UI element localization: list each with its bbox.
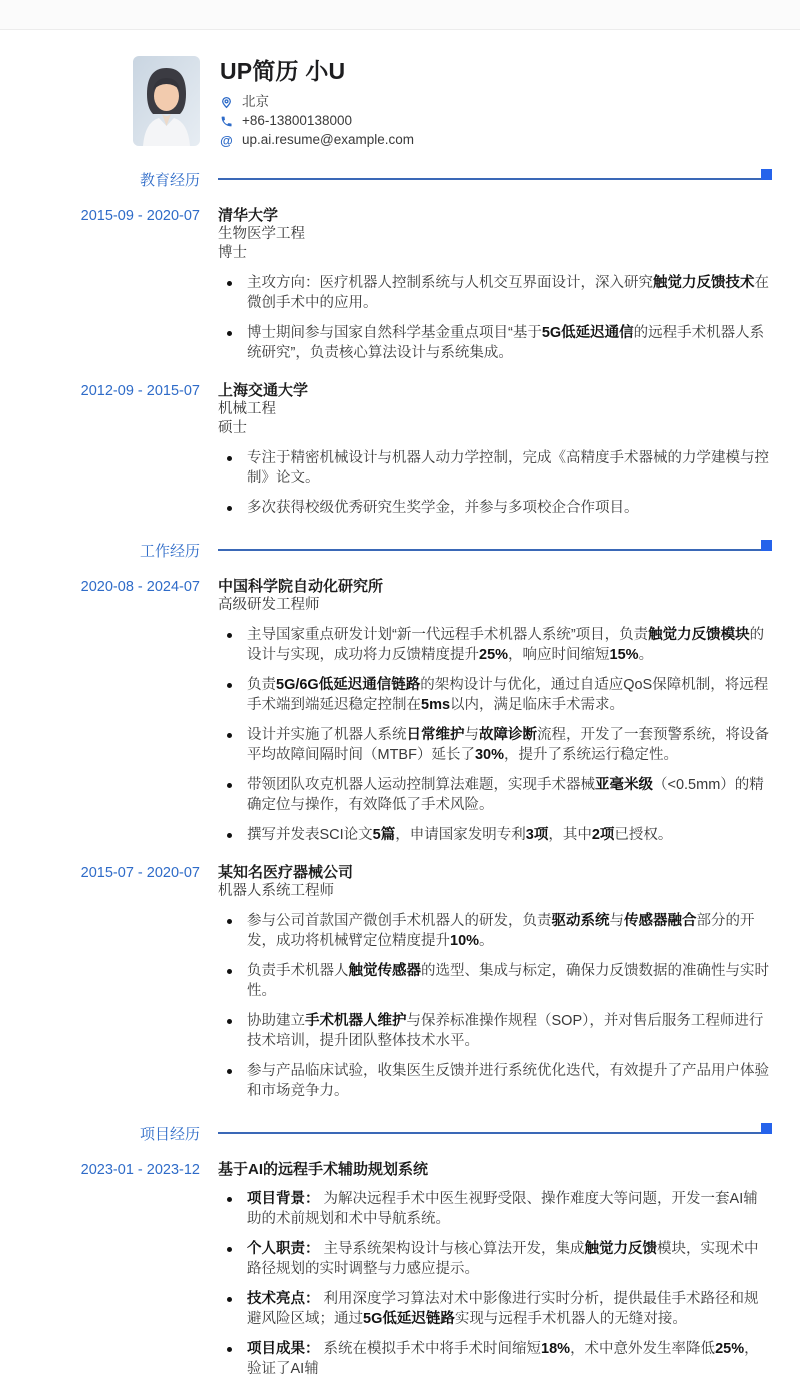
contact-row bbox=[220, 95, 414, 109]
entry-subline: 硕士 bbox=[218, 420, 247, 436]
bullet-text: 利用深度学习算法对术中影像进行实时分析，提供最佳手术路径和规避风险区域；通过 bbox=[247, 1291, 759, 1327]
page-top-strip bbox=[0, 0, 800, 30]
email-icon: @ bbox=[220, 132, 233, 148]
bullet-bold-text: 5篇 bbox=[372, 827, 396, 843]
bullet-bold-text: 技术亮点： bbox=[247, 1291, 320, 1307]
bullet-bold-text: 个人职责： bbox=[247, 1241, 320, 1257]
bullet-text: 博士期间参与国家自然科学基金重点项目“基于 bbox=[247, 325, 542, 341]
bullet-item bbox=[218, 911, 772, 951]
bullet-text: 参与产品临床试验，收集医生反馈并进行系统优化迭代，有效提升了产品用户体验和市场竞争力。 bbox=[247, 1063, 769, 1099]
contact-row bbox=[220, 133, 414, 147]
bullet-bold-text: 日常维护 bbox=[406, 727, 465, 743]
bullet-bold-text: 10% bbox=[450, 933, 480, 949]
entry-period: 2020-08 - 2024-07 bbox=[80, 579, 200, 595]
bullet-text: 与 bbox=[464, 727, 479, 743]
resume-entry bbox=[0, 863, 772, 1101]
section-title: 教育经历 bbox=[139, 171, 200, 189]
section-rule bbox=[218, 1132, 761, 1134]
contact-text: 北京 bbox=[242, 94, 269, 109]
bullet-item bbox=[218, 775, 772, 815]
bullet-text: 负责手术机器人 bbox=[247, 963, 349, 979]
bullet-bold-text: 5G低延迟通信 bbox=[541, 325, 634, 341]
entry-body bbox=[218, 577, 772, 845]
contact-text: up.ai.resume@example.com bbox=[242, 132, 415, 147]
bullet-bold-text: 传感器融合 bbox=[624, 913, 697, 929]
bullet-text: 与 bbox=[609, 913, 624, 929]
resume-entry bbox=[0, 577, 772, 845]
bullet-text: 模块，实现术中路径规划的实时调整与力感应提示。 bbox=[247, 1241, 759, 1277]
contact-text: +86-13800138000 bbox=[242, 113, 352, 128]
resume-entry bbox=[0, 206, 772, 363]
bullet-text: ，验证了AI辅 bbox=[247, 1341, 759, 1377]
bullet-bold-text: 触觉力反馈技术 bbox=[653, 275, 755, 291]
bullet-bold-text: 项目成果： bbox=[247, 1341, 320, 1357]
bullet-item bbox=[218, 1189, 772, 1229]
bullet-item bbox=[218, 625, 772, 665]
section-title: 工作经历 bbox=[139, 542, 200, 560]
bullet-item bbox=[218, 448, 772, 488]
profile-info bbox=[220, 56, 414, 147]
section-square-marker bbox=[761, 540, 772, 551]
bullet-text: ，响应时间缩短 bbox=[508, 647, 610, 663]
bullet-bold-text: 故障诊断 bbox=[479, 727, 537, 743]
resume-header bbox=[133, 56, 772, 147]
bullet-bold-text: 5G/6G低延迟通信链路 bbox=[276, 677, 421, 693]
bullet-item bbox=[218, 1061, 772, 1101]
bullet-text: 流程，开发了一套预警系统，将设备平均故障间隔时间（MTBF）延长了 bbox=[247, 727, 769, 763]
bullet-bold-text: 亚毫米级 bbox=[595, 777, 653, 793]
bullet-text: 的选型、集成与标定，确保力反馈数据的准确性与实时性。 bbox=[247, 963, 769, 999]
bullet-bold-text: 5G低延迟链路 bbox=[363, 1311, 455, 1327]
bullet-text: 的远程手术机器人系统研究”，负责核心算法设计与系统集成。 bbox=[247, 325, 765, 361]
bullet-bold-text: 15% bbox=[609, 647, 639, 663]
entry-period: 2023-01 - 2023-12 bbox=[80, 1162, 200, 1178]
bullet-item bbox=[218, 1239, 772, 1279]
bullet-text: 的架构设计与优化，通过自适应QoS保障机制，将远程手术端到端延迟稳定控制在 bbox=[247, 677, 769, 713]
bullet-text: ，术中意外发生率降低 bbox=[570, 1341, 716, 1357]
bullet-text: 专注于精密机械设计与机器人动力学控制，完成《高精度手术器械的力学建模与控制》论文。 bbox=[247, 450, 769, 486]
bullet-item bbox=[218, 1289, 772, 1329]
bullet-text: 主导国家重点研发计划“新一代远程手术机器人系统”项目，负责 bbox=[247, 627, 649, 643]
section-rule bbox=[218, 549, 761, 551]
bullet-item bbox=[218, 273, 772, 313]
phone-icon bbox=[220, 115, 233, 128]
bullet-text: 已授权。 bbox=[614, 827, 673, 843]
section-header bbox=[0, 542, 772, 558]
bullet-bold-text: 30% bbox=[474, 747, 504, 763]
entry-subline: 生物医学工程 bbox=[218, 226, 305, 242]
bullet-text: ，其中 bbox=[548, 827, 592, 843]
bullet-text: 。 bbox=[479, 933, 494, 949]
bullet-text: 系统在模拟手术中将手术时间缩短 bbox=[319, 1341, 542, 1357]
entry-title: 上海交通大学 bbox=[218, 382, 309, 399]
bullet-bold-text: 2项 bbox=[591, 827, 615, 843]
bullet-text: 部分的开发，成功将机械臂定位精度提升 bbox=[247, 913, 755, 949]
bullet-text: 撰写并发表SCI论文 bbox=[247, 827, 373, 843]
bullet-item bbox=[218, 498, 772, 518]
bullet-bold-text: 25% bbox=[479, 647, 509, 663]
contact-row bbox=[220, 114, 414, 128]
section-title: 项目经历 bbox=[139, 1125, 200, 1143]
bullet-text: 主导系统架构设计与核心算法开发，集成 bbox=[319, 1241, 585, 1257]
entry-title: 清华大学 bbox=[218, 207, 279, 224]
bullet-text: ，申请国家发明专利 bbox=[395, 827, 526, 843]
section-header bbox=[0, 171, 772, 187]
bullet-text: 带领团队攻克机器人运动控制算法难题，实现手术器械 bbox=[247, 777, 595, 793]
bullet-text: 多次获得校级优秀研究生奖学金，并参与多项校企合作项目。 bbox=[247, 500, 639, 516]
bullet-item bbox=[218, 323, 772, 363]
resume-entry bbox=[0, 381, 772, 518]
bullet-item bbox=[218, 961, 772, 1001]
entry-body bbox=[218, 381, 772, 518]
section-square-marker bbox=[761, 1123, 772, 1134]
entry-title: 基于AI的远程手术辅助规划系统 bbox=[218, 1161, 429, 1178]
profile-photo bbox=[133, 56, 200, 146]
entry-subline: 机械工程 bbox=[218, 401, 276, 417]
bullet-text: 为解决远程手术中医生视野受限、操作难度大等问题，开发一套AI辅助的术前规划和术中导航系统。 bbox=[247, 1191, 758, 1227]
bullet-item bbox=[218, 1011, 772, 1051]
bullet-text: ，提升了系统运行稳定性。 bbox=[504, 747, 678, 763]
entry-body bbox=[218, 206, 772, 363]
entry-title: 中国科学院自动化研究所 bbox=[218, 578, 384, 595]
resume-sections bbox=[0, 171, 800, 1379]
section-square-marker bbox=[761, 169, 772, 180]
bullet-bold-text: 触觉力反馈 bbox=[584, 1241, 658, 1257]
entry-title: 某知名医疗器械公司 bbox=[218, 864, 354, 881]
bullet-item bbox=[218, 725, 772, 765]
section-header bbox=[0, 1125, 772, 1141]
entry-period: 2015-07 - 2020-07 bbox=[80, 865, 200, 881]
entry-subline: 高级研发工程师 bbox=[218, 597, 320, 613]
bullet-text: 。 bbox=[638, 647, 654, 663]
bullet-item bbox=[218, 1339, 772, 1379]
resume-entry bbox=[0, 1160, 772, 1379]
bullet-text: 主攻方向：医疗机器人控制系统与人机交互界面设计，深入研究 bbox=[247, 275, 653, 291]
bullet-text: 以内，满足临床手术需求。 bbox=[450, 697, 625, 713]
bullet-text: 的设计与实现，成功将力反馈精度提升 bbox=[247, 627, 765, 663]
bullet-text: 负责 bbox=[247, 677, 276, 693]
entry-body bbox=[218, 863, 772, 1101]
bullet-text: 协助建立 bbox=[247, 1013, 305, 1029]
entry-subline: 机器人系统工程师 bbox=[218, 883, 334, 899]
section-rule bbox=[218, 178, 761, 180]
bullet-bold-text: 25% bbox=[715, 1341, 745, 1357]
entry-period: 2015-09 - 2020-07 bbox=[80, 208, 200, 224]
bullet-bold-text: 手术机器人维护 bbox=[305, 1013, 407, 1029]
bullet-text: 在微创手术中的应用。 bbox=[247, 275, 769, 311]
bullet-bold-text: 5ms bbox=[421, 697, 451, 713]
bullet-text: 设计并实施了机器人系统 bbox=[247, 727, 407, 743]
bullet-item bbox=[218, 675, 772, 715]
bullet-bold-text: 3项 bbox=[525, 827, 549, 843]
entry-subline: 博士 bbox=[218, 245, 247, 261]
bullet-bold-text: 项目背景： bbox=[247, 1191, 320, 1207]
bullet-text: 参与公司首款国产微创手术机器人的研发，负责 bbox=[247, 913, 552, 929]
entry-body bbox=[218, 1160, 772, 1379]
bullet-item bbox=[218, 825, 772, 845]
bullet-bold-text: 驱动系统 bbox=[551, 913, 610, 929]
location-icon bbox=[220, 96, 233, 109]
bullet-bold-text: 18% bbox=[541, 1341, 571, 1357]
bullet-text: 与保养标准操作规程（SOP），并对售后服务工程师进行技术培训，提升团队整体技术水平。 bbox=[247, 1013, 764, 1049]
bullet-bold-text: 触觉传感器 bbox=[348, 963, 421, 979]
bullet-text: （<0.5mm）的精确定位与操作，有效降低了手术风险。 bbox=[247, 777, 764, 813]
bullet-bold-text: 触觉力反馈模块 bbox=[648, 627, 750, 643]
profile-name: UP简历 小U bbox=[220, 58, 346, 84]
profile-photo-placeholder bbox=[133, 56, 200, 146]
contact-list bbox=[220, 95, 414, 147]
bullet-text: 实现与远程手术机器人的无缝对接。 bbox=[454, 1311, 687, 1327]
entry-period: 2012-09 - 2015-07 bbox=[80, 383, 200, 399]
